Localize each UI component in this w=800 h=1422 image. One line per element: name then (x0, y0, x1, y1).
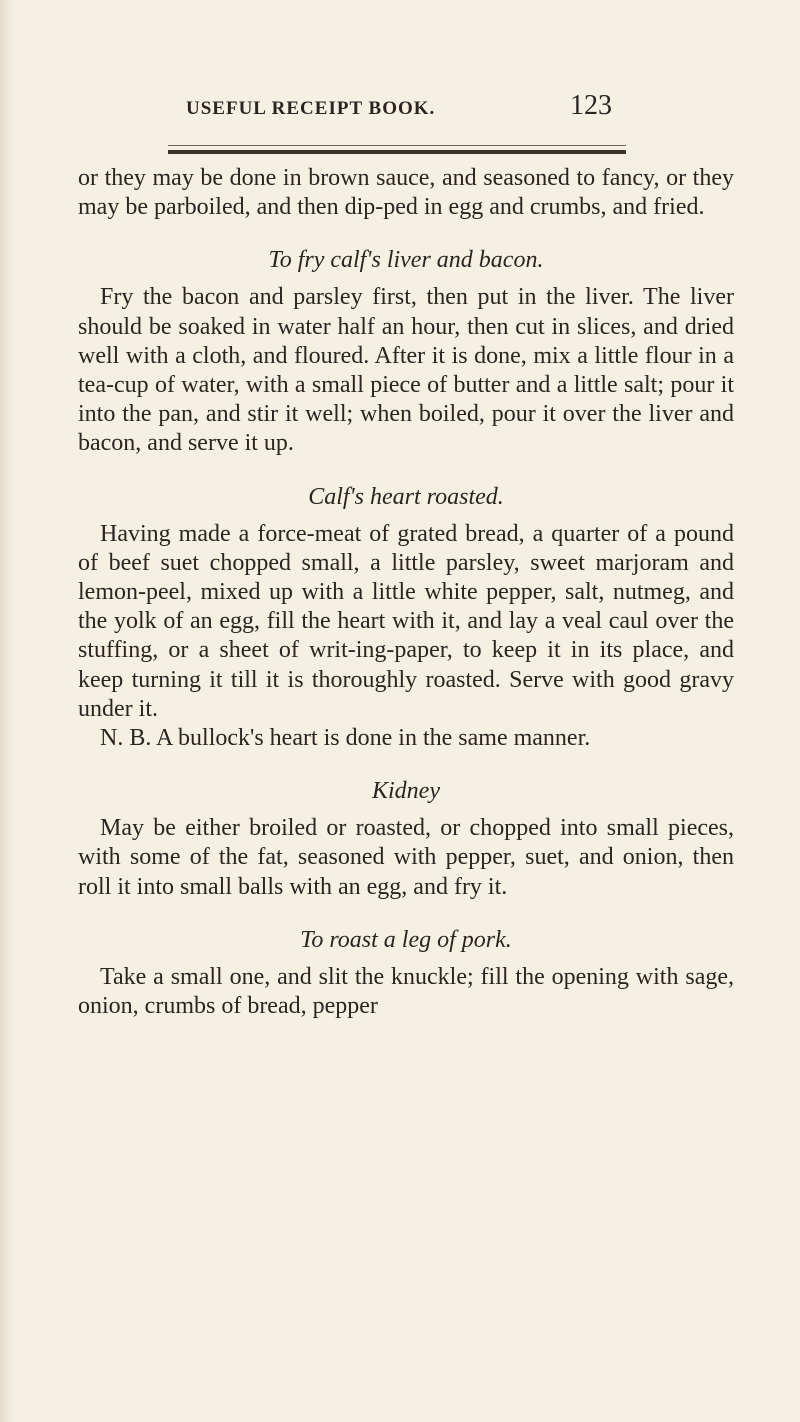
recipe-text-leg-of-pork: Take a small one, and slit the knuckle; fill the opening with sage, onion, crumbs of bread, pepper (78, 963, 734, 1020)
recipe-text-kidney: May be either broiled or roasted, or chopped into small pieces, with some of the fat, seasoned with pepper, suet, and onion, then roll it into small balls with an egg, and fry it. (78, 815, 734, 900)
recipe-heading-kidney: Kidney (372, 778, 440, 805)
header-rule (168, 150, 626, 154)
page-number: 123 (570, 90, 612, 121)
recipe-heading-calfs-liver: To fry calf's liver and bacon. (268, 247, 544, 274)
recipe-heading-calfs-heart: Calf's heart roasted. (308, 483, 504, 510)
recipe-text-calfs-liver: Fry the bacon and parsley first, then put in the liver. The liver should be soaked in water half an hour, then cut in slices, and dried well with a cloth, and floured. After it is done, mix a little flour in a tea-cup of water, with a small piece of butter and a little salt; pour it into the pan, and stir it well; when boiled, pour it over the liver and bacon, and serve it up. (78, 284, 734, 457)
page-body (78, 164, 734, 1021)
recipe-text-calfs-heart: Having made a force-meat of grated bread, a quarter of a pound of beef suet chopped small, a little parsley, sweet marjoram and lemon-peel, mixed up with a little white pepper, salt, nutmeg, and the yolk of an egg, fill the heart with it, and lay a veal caul over the stuffing, or a sheet of writ-ing-paper, to keep it in its place, and keep turning it till it is thoroughly roasted. Serve with good gravy under it. (78, 520, 734, 722)
page-edge-shadow (0, 0, 14, 1422)
recipe-heading-leg-of-pork: To roast a leg of pork. (300, 926, 512, 953)
recipe-note-bullocks-heart: N. B. A bullock's heart is done in the same manner. (100, 725, 591, 752)
paragraph-continuation: or they may be done in brown sauce, and seasoned to fancy, or they may be parboiled, and then dip-ped in egg and crumbs, and fried. (78, 165, 734, 221)
header-rule-thin (168, 145, 626, 146)
running-title: USEFUL RECEIPT BOOK. (186, 98, 436, 119)
